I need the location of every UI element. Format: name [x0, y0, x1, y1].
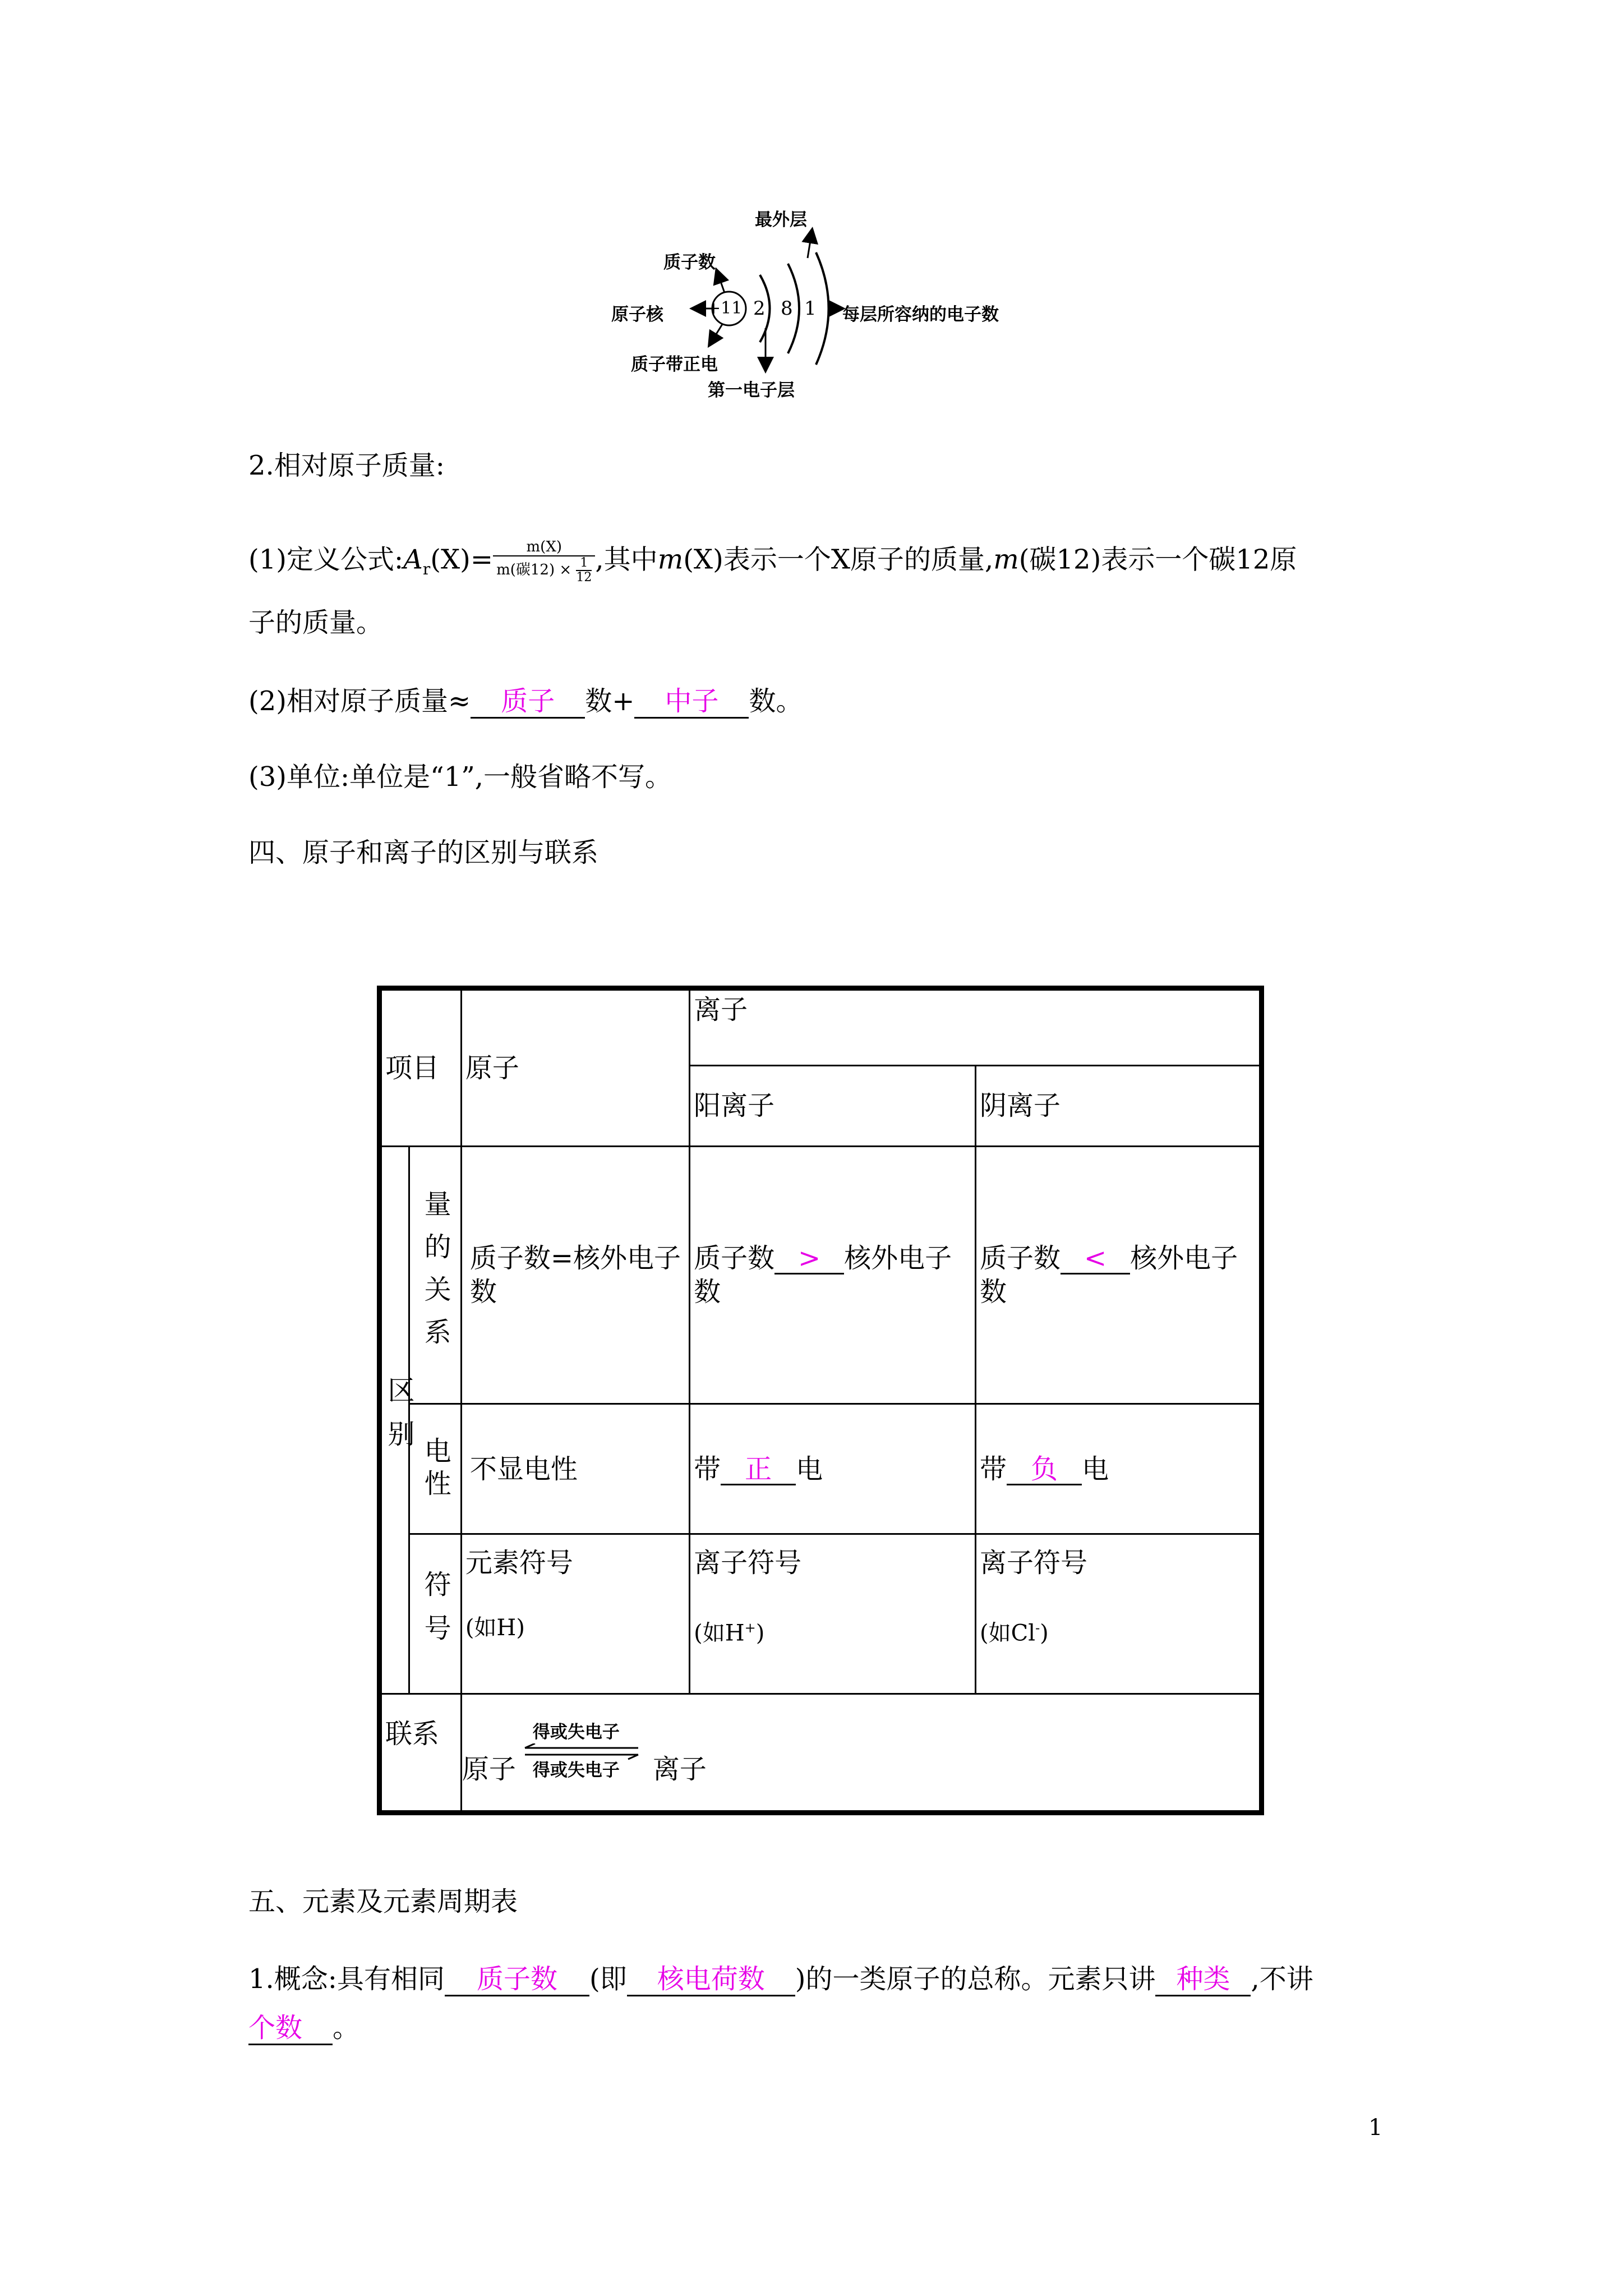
relative-mass-end: 数。: [749, 685, 803, 717]
section-2-title: 2.相对原子质量:: [248, 450, 445, 481]
concept-mid-2: )的一类原子的总称。元素只讲: [795, 1963, 1156, 1995]
relative-mass-line: [248, 684, 803, 719]
header-ion: 离子: [690, 988, 1262, 1066]
concept-period: 。: [333, 2012, 360, 2044]
quantity-atom: 质子数=核外电子数: [461, 1146, 689, 1404]
electric-cation-pre: 带: [694, 1453, 721, 1485]
symbol-anion-line1: 离子符号: [980, 1547, 1088, 1579]
m-symbol-1: m: [657, 544, 684, 576]
proton-positive-label: 质子带正电: [631, 355, 718, 375]
ar-subscript: r: [422, 560, 431, 579]
symbol-cation-text: (如H: [694, 1620, 745, 1646]
electric-anion-post: 电: [1082, 1453, 1109, 1485]
quantity-anion: [976, 1146, 1262, 1404]
first-layer-label: 第一电子层: [708, 380, 795, 401]
symbol-cation-close: ): [755, 1620, 765, 1646]
concept-prefix: 1.概念:具有相同: [248, 1963, 445, 1995]
quantity-relation-label: 量的关系: [419, 1189, 451, 1360]
blank-nuclear-charge: 核电荷数: [627, 1963, 795, 1996]
concept-mid-1: (即: [589, 1963, 627, 1995]
element-concept-line: [248, 1962, 1313, 1996]
symbol-atom-line1: 元素符号: [465, 1547, 573, 1579]
link-content: [461, 1694, 1261, 1812]
symbol-anion-text: (如Cl: [980, 1620, 1036, 1646]
blank-greater-than: >: [774, 1244, 844, 1274]
symbol-cation-line1: 离子符号: [694, 1547, 802, 1579]
outer-layer-label: 最外层: [755, 210, 807, 230]
electric-property-label: 电性: [419, 1436, 451, 1502]
blank-type: 种类: [1155, 1963, 1251, 1996]
blank-negative: 负: [1007, 1455, 1082, 1485]
section-4-title: 四、原子和离子的区别与联系: [248, 837, 599, 868]
relative-mass-mid: 数+: [585, 685, 635, 717]
m-symbol-2: m: [993, 544, 1019, 576]
definition-formula-line: [248, 539, 1297, 586]
electric-anion-pre: 带: [980, 1453, 1007, 1485]
header-anion: 阴离子: [976, 1066, 1262, 1146]
electric-cation-post: 电: [796, 1453, 823, 1485]
header-item: 项目: [380, 988, 462, 1147]
fraction-denominator-text: m(碳12) ×: [496, 562, 572, 578]
atom-ion-comparison-table: [377, 986, 1264, 1815]
electric-atom: 不显电性: [461, 1404, 689, 1534]
concept-end: ,不讲: [1251, 1963, 1313, 1995]
link-ion: 离子: [652, 1753, 707, 1785]
link-arrow-bottom-label: 得或失电子: [532, 1760, 620, 1780]
element-concept-continuation: [248, 2011, 359, 2045]
quantity-anion-post: 核外电子数: [980, 1242, 1238, 1308]
header-cation: 阳离子: [690, 1066, 976, 1146]
symbol-atom-line2: (如H): [465, 1615, 525, 1641]
reversible-arrow-icon: [523, 1743, 640, 1760]
definition-mid-2: (X)表示一个X原子的质量,: [683, 544, 994, 576]
definition-mid-1: ,其中: [595, 544, 658, 576]
small-fraction-denominator: 12: [576, 570, 592, 585]
nucleus-charge: +11: [707, 298, 743, 318]
symbol-cation-line2: [694, 1611, 971, 1650]
quantity-cation-pre: 质子数: [694, 1242, 775, 1274]
difference-label: 区别: [383, 1376, 414, 1464]
definition-continuation: 子的质量。: [248, 607, 384, 638]
blank-proton-number: 质子数: [445, 1963, 589, 1996]
fraction-numerator: m(X): [493, 539, 595, 556]
nucleus-label: 原子核: [611, 305, 663, 325]
proton-count-label: 质子数: [663, 252, 716, 273]
symbol-label: 符号: [419, 1570, 451, 1658]
symbol-anion-line2: [980, 1611, 1256, 1650]
symbol-atom: [461, 1534, 689, 1694]
electrons-per-layer-label: 每层所容纳的电子数: [842, 305, 999, 325]
symbol-anion: [976, 1534, 1262, 1694]
shell-1-count: 2: [753, 297, 766, 320]
symbol-cation: [690, 1534, 976, 1694]
unit-line: (3)单位:单位是“1”,一般省略不写。: [248, 761, 672, 793]
ar-symbol: A: [403, 544, 423, 576]
difference-label-cell: [380, 1146, 414, 1694]
relative-mass-prefix: (2)相对原子质量≈: [248, 685, 471, 717]
symbol-cation-sup: +: [744, 1620, 756, 1636]
link-atom: 原子: [462, 1753, 516, 1785]
definition-mid-3: (碳12)表示一个碳12原: [1018, 544, 1297, 576]
definition-prefix: (1)定义公式:: [248, 544, 404, 576]
link-label: 联系: [380, 1694, 462, 1812]
section-5-title: 五、元素及元素周期表: [248, 1886, 518, 1917]
quantity-cation: [690, 1146, 976, 1404]
one-twelfth-fraction: [576, 556, 592, 585]
electric-cation: [690, 1404, 976, 1534]
link-relation: [462, 1719, 1256, 1786]
link-arrow-top-label: 得或失电子: [532, 1722, 620, 1742]
quantity-anion-pre: 质子数: [980, 1242, 1061, 1274]
quantity-relation-label-cell: [409, 1146, 462, 1404]
ar-argument: (X)=: [430, 544, 494, 576]
shell-2-count: 8: [781, 297, 793, 320]
quantity-cation-post: 核外电子数: [694, 1242, 952, 1308]
blank-neutron: 中子: [634, 685, 749, 719]
blank-positive: 正: [721, 1455, 796, 1485]
page-number: 1: [1368, 2115, 1383, 2141]
symbol-anion-sup: -: [1035, 1620, 1040, 1636]
blank-proton: 质子: [471, 685, 585, 719]
symbol-anion-close: ): [1040, 1620, 1049, 1646]
mass-fraction: [493, 539, 595, 585]
header-atom: 原子: [461, 988, 689, 1147]
electric-property-label-cell: [409, 1404, 462, 1534]
fraction-denominator: [493, 556, 595, 585]
blank-count: 个数: [248, 2012, 333, 2045]
electric-anion: [976, 1404, 1262, 1534]
blank-less-than: <: [1061, 1244, 1130, 1274]
symbol-label-cell: [409, 1534, 462, 1694]
shell-3-count: 1: [804, 297, 817, 320]
small-fraction-numerator: 1: [576, 556, 592, 571]
